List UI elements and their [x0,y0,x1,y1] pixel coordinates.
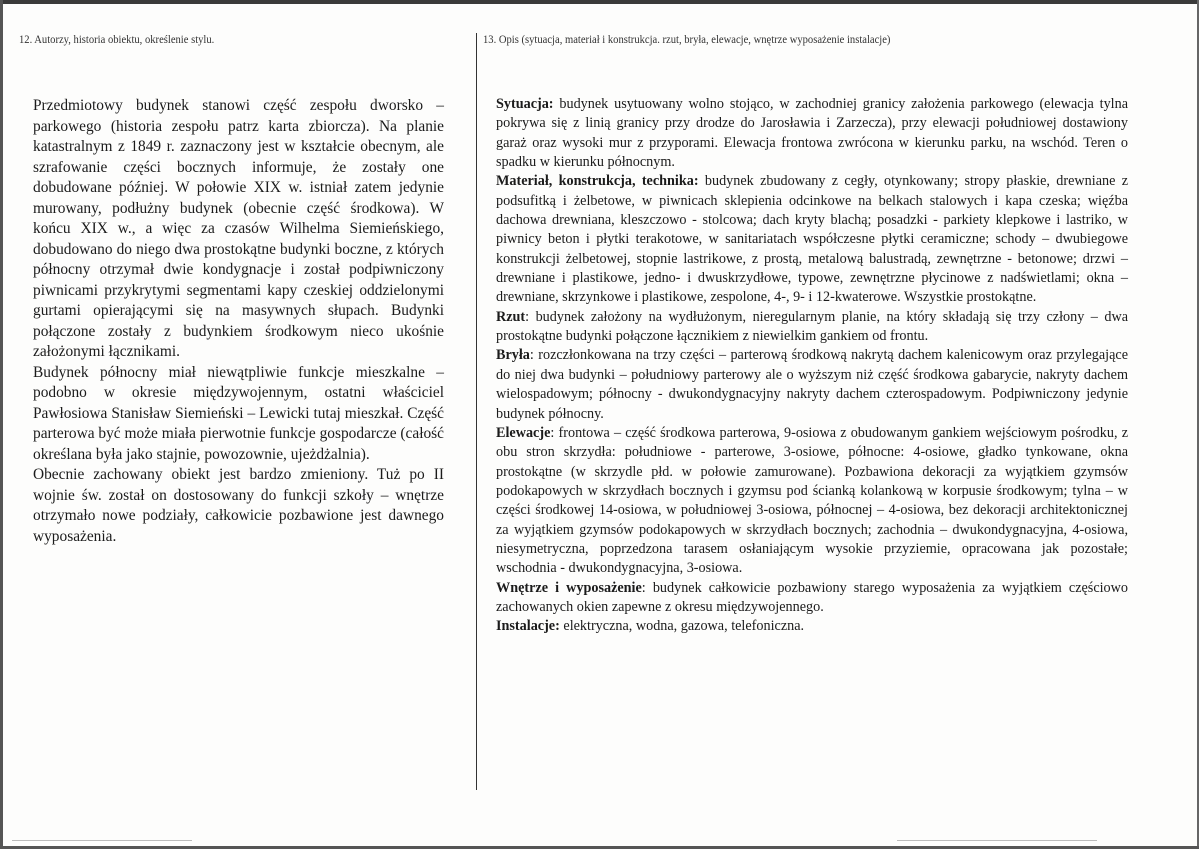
section-wnetrze [496,579,1128,618]
column-divider [476,33,477,790]
section-label: Instalacje: [496,618,560,635]
section-label: Elewacje [496,424,551,441]
section-text: : budynek założony na wydłużonym, nieregularnym planie, na który składają się trzy człony – dwa prostokątne budynki połączone łącznikiem z niewielkim gankiem od frontu. [496,308,1128,345]
section-12-heading: 12. Autorzy, historia obiektu, określenie stylu. [19,34,215,46]
section-text: elektryczna, wodna, gazowa, telefoniczna. [559,618,805,635]
section-sytuacja [496,95,1128,172]
scan-frame-top [0,0,1199,4]
section-label: Bryła [496,347,530,364]
history-paragraph: Przedmiotowy budynek stanowi część zespołu dworsko – parkowego (historia zespołu patrz karta zbiorcza). Na planie katastralnym z 1849 r. zaznaczony jest w kształcie obecnym, ale szrafowanie części bocznych informuje, że zostały one dobudowane później. W połowie XIX w. istniał zatem jedynie murowany, podłużny budynek (obecnie część środkowa). W końcu XIX w., a więc za czasów Wilhelma Siemieńskiego, dobudowano do niego dwa prostokątne budynki boczne, z których północny otrzymał dwie kondygnacje i został podpiwniczony piwnicami przykrytymi segmentami kapy czeskiej oddzielonymi gurtami opierającymi się na masywnych słupach. Budynki połączone zostały z budynkiem środkowym nieco ukośnie założonymi łącznikami. [33,97,444,360]
description-column [496,95,1128,637]
history-paragraph: Budynek północny miał niewątpliwie funkcje mieszkalne – podobno w okresie międzywojennym, ostatni właściciel Pawłosiowa Stanisław Siemieński – Lewicki tutaj mieszkał. Część parterowa być może miała pierwotnie funkcje gospodarcze (całość określana była jako stajnie, powozownie, ujeżdżalnia). [33,363,444,463]
section-text: budynek zbudowany z cegły, otynkowany; stropy płaskie, drewniane z podsufitką i żelbetowe, w piwnicach sklepienia odcinkowe na belkach stalowych i kapa czeska; więźba dachowa drewniana, kleszczowo - stolcowa; dach kryty blachą; posadzki - parkiety klepkowe i lastriko, w piwnicy beton i płytki terakotowe, w sanitariatach współczesne płytki ceramiczne; schody – dwubiegowe konstrukcji żelbetowej, stopnie lastrikowe, z prostą, metalową balustradą, zewnętrzne - betonowe; drzwi – drewniane i plastikowe, jedno- i dwuskrzydłowe, typowe, zewnętrzne płycinowe z nadświetlami; okna – drewniane, skrzynkowe i plastikowe, zespolone, 4-, 9- i 12-kwaterowe. Wszystkie prostokątne. [496,173,1128,306]
section-text: : frontowa – część środkowa parterowa, 9-osiowa z obudowanym gankiem wejściowym pośrodku, z obu stron skrzydła: południowe - parterowe, 3-osiowe, północne: 4-osiowe, gładko tynkowane, okna prostokątne (w skrzydle płd. w połowie zamurowane). Pozbawiona dekoracji za wyjątkiem gzymsów podokapowych w skrzydłach bocznych i gzymsu pod ścianką kolankową w korpusie środkowym; tylna – w części środkowej 14-osiowa, w południowej 3-osiowa, północnej – 4-osiowa, bez dekoracji architektonicznej za wyjątkiem gzymsów podokapowych w skrzydłach bocznych; zachodnia – dwukondygnacyjna, 4-osiowa, niesymetryczna, poprzedzona tarasem osłaniającym wysokie przyziemie, opracowana jak pozostałe; wschodnia - dwukondygnacyjna, 3-osiowa. [496,424,1128,577]
section-instalacje [496,617,1128,636]
section-label: Materiał, konstrukcja, technika: [496,173,699,190]
section-label: Wnętrze i wyposażenie [496,579,642,596]
section-text: : rozczłonkowana na trzy części – parterową środkową nakrytą dachem kalenicowym oraz przylegające do niej dwa budynki – południowy parterowy ale o wyższym niż część środkowa gabarycie, nakryty dachem wielospadowym; północny - dwukondygnacyjny nakryty dachem czterospadowym. Podpiwniczony jedynie budynek północny. [496,347,1128,422]
section-text: budynek usytuowany wolno stojąco, w zachodniej granicy założenia parkowego (elewacja tylna pokrywa się z linią granicy przy drodze do Jarosławia i Zarzecza), przy elewacji południowej dostawiony garaż oraz wysoki mur z przyporami. Elewacja frontowa zwrócona w kierunku parku, na wschód. Teren o spadku w kierunku północnym. [496,96,1128,171]
section-label: Sytuacja: [496,96,554,112]
section-label: Rzut [496,308,526,325]
section-bryla [496,346,1128,423]
bottom-rule-right [897,840,1097,841]
history-column [33,96,444,547]
section-rzut [496,308,1128,347]
history-paragraph: Obecnie zachowany obiekt jest bardzo zmieniony. Tuż po II wojnie św. został on dostosowany do funkcji szkoły – wnętrze otrzymało nowe podziały, całkowicie pozbawione jest dawnego wyposażenia. [33,466,444,545]
section-elewacje [496,424,1128,579]
section-material [496,172,1128,307]
section-text: : budynek całkowicie pozbawiony starego wyposażenia za wyjątkiem częściowo zachowanych okien zapewne z okresu międzywojennego. [496,579,1128,615]
scan-frame-left [0,0,3,849]
section-13-heading: 13. Opis (sytuacja, materiał i konstrukcja. rzut, bryła, elewacje, wnętrze wyposażenie instalacje) [483,34,891,46]
bottom-rule-left [12,840,192,841]
